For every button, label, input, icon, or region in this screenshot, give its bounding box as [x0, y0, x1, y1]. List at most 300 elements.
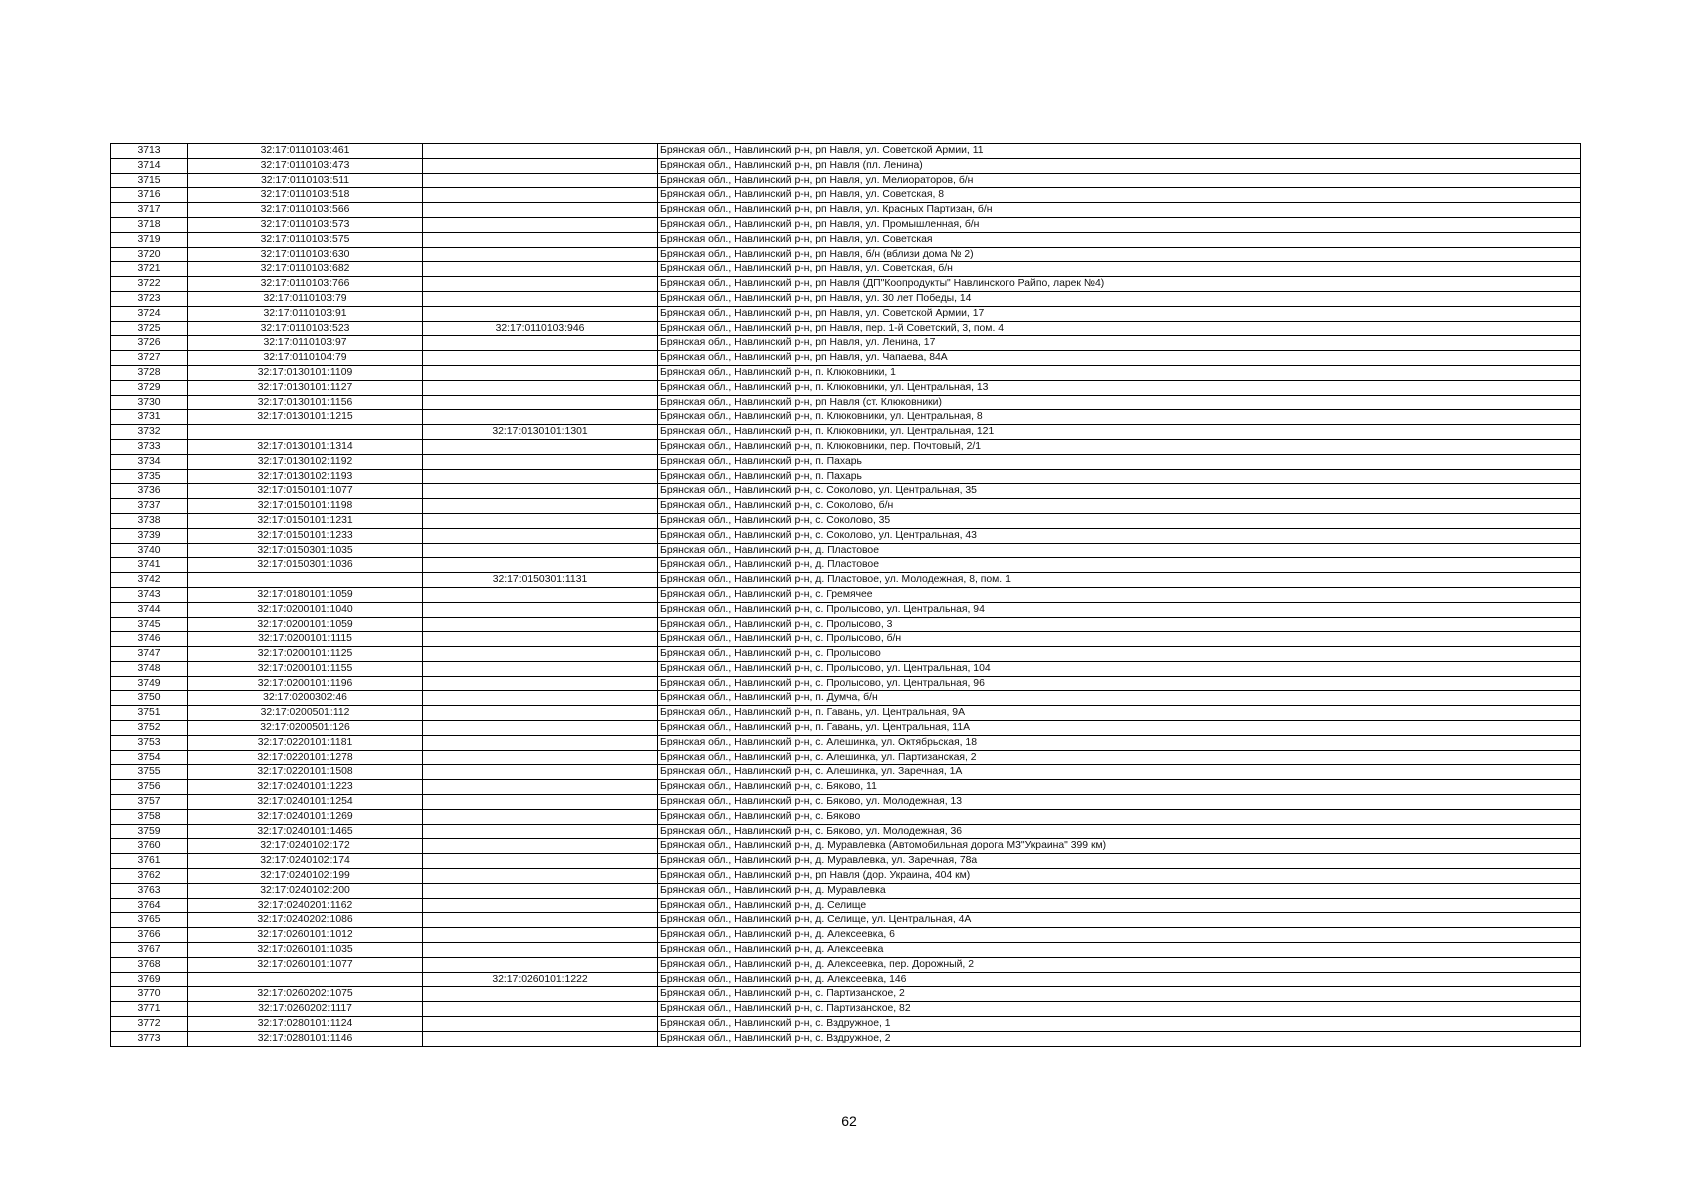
row-number-cell: 3733 — [111, 439, 188, 454]
address-cell: Брянская обл., Навлинский р-н, п. Клюковники, пер. Почтовый, 2/1 — [658, 439, 1581, 454]
row-number-cell: 3742 — [111, 573, 188, 588]
table-row — [111, 1017, 1581, 1032]
table-row — [111, 558, 1581, 573]
table-row — [111, 587, 1581, 602]
address-cell: Брянская обл., Навлинский р-н, д. Муравлевка (Автомобильная дорога М3"Украина" 399 км) — [658, 839, 1581, 854]
table-row — [111, 735, 1581, 750]
secondary-cadastral-number-cell — [423, 410, 658, 425]
cadastral-number-cell: 32:17:0150101:1231 — [188, 513, 423, 528]
property-registry-table — [110, 143, 1581, 1047]
row-number-cell: 3772 — [111, 1017, 188, 1032]
secondary-cadastral-number-cell — [423, 898, 658, 913]
table-row — [111, 809, 1581, 824]
secondary-cadastral-number-cell — [423, 262, 658, 277]
address-cell: Брянская обл., Навлинский р-н, с. Пролысово — [658, 647, 1581, 662]
address-cell: Брянская обл., Навлинский р-н, д. Алексеевка, 146 — [658, 972, 1581, 987]
address-cell: Брянская обл., Навлинский р-н, с. Бяково, 11 — [658, 780, 1581, 795]
table-row — [111, 957, 1581, 972]
address-cell: Брянская обл., Навлинский р-н, п. Гавань, ул. Центральная, 11А — [658, 721, 1581, 736]
secondary-cadastral-number-cell — [423, 351, 658, 366]
table-row — [111, 306, 1581, 321]
row-number-cell: 3741 — [111, 558, 188, 573]
row-number-cell: 3740 — [111, 543, 188, 558]
cadastral-number-cell: 32:17:0200101:1196 — [188, 676, 423, 691]
secondary-cadastral-number-cell — [423, 780, 658, 795]
cadastral-number-cell: 32:17:0110103:682 — [188, 262, 423, 277]
address-cell: Брянская обл., Навлинский р-н, рп Навля (ДП"Коопродукты" Навлинского Райпо, ларек №4) — [658, 277, 1581, 292]
address-cell: Брянская обл., Навлинский р-н, с. Пролысово, ул. Центральная, 104 — [658, 661, 1581, 676]
cadastral-number-cell: 32:17:0130102:1192 — [188, 454, 423, 469]
row-number-cell: 3762 — [111, 869, 188, 884]
row-number-cell: 3754 — [111, 750, 188, 765]
cadastral-number-cell: 32:17:0150101:1233 — [188, 528, 423, 543]
cadastral-number-cell: 32:17:0200101:1040 — [188, 602, 423, 617]
row-number-cell: 3715 — [111, 173, 188, 188]
table-row — [111, 188, 1581, 203]
secondary-cadastral-number-cell — [423, 306, 658, 321]
table-row — [111, 425, 1581, 440]
row-number-cell: 3713 — [111, 144, 188, 159]
row-number-cell: 3727 — [111, 351, 188, 366]
secondary-cadastral-number-cell — [423, 336, 658, 351]
row-number-cell: 3714 — [111, 158, 188, 173]
table-row — [111, 632, 1581, 647]
cadastral-number-cell: 32:17:0240101:1254 — [188, 795, 423, 810]
address-cell: Брянская обл., Навлинский р-н, д. Селище — [658, 898, 1581, 913]
cadastral-number-cell: 32:17:0200101:1059 — [188, 617, 423, 632]
cadastral-number-cell: 32:17:0240201:1162 — [188, 898, 423, 913]
row-number-cell: 3716 — [111, 188, 188, 203]
cadastral-number-cell: 32:17:0240102:199 — [188, 869, 423, 884]
table-row — [111, 913, 1581, 928]
row-number-cell: 3766 — [111, 928, 188, 943]
address-cell: Брянская обл., Навлинский р-н, д. Муравлевка — [658, 883, 1581, 898]
address-cell: Брянская обл., Навлинский р-н, с. Пролысово, б/н — [658, 632, 1581, 647]
address-cell: Брянская обл., Навлинский р-н, с. Вздружное, 2 — [658, 1031, 1581, 1046]
secondary-cadastral-number-cell — [423, 750, 658, 765]
cadastral-number-cell: 32:17:0200302:46 — [188, 691, 423, 706]
cadastral-number-cell: 32:17:0240101:1269 — [188, 809, 423, 824]
table-row — [111, 469, 1581, 484]
table-row — [111, 439, 1581, 454]
row-number-cell: 3746 — [111, 632, 188, 647]
cadastral-number-cell: 32:17:0260202:1117 — [188, 1002, 423, 1017]
cadastral-number-cell: 32:17:0130101:1314 — [188, 439, 423, 454]
address-cell: Брянская обл., Навлинский р-н, с. Соколово, ул. Центральная, 43 — [658, 528, 1581, 543]
row-number-cell: 3726 — [111, 336, 188, 351]
row-number-cell: 3717 — [111, 203, 188, 218]
address-cell: Брянская обл., Навлинский р-н, п. Гавань, ул. Центральная, 9А — [658, 706, 1581, 721]
address-cell: Брянская обл., Навлинский р-н, рп Навля, ул. Советской Армии, 11 — [658, 144, 1581, 159]
row-number-cell: 3734 — [111, 454, 188, 469]
row-number-cell: 3718 — [111, 217, 188, 232]
table-row — [111, 765, 1581, 780]
address-cell: Брянская обл., Навлинский р-н, д. Алексеевка, 6 — [658, 928, 1581, 943]
cadastral-number-cell: 32:17:0260101:1077 — [188, 957, 423, 972]
cadastral-number-cell — [188, 573, 423, 588]
secondary-cadastral-number-cell — [423, 943, 658, 958]
row-number-cell: 3725 — [111, 321, 188, 336]
address-cell: Брянская обл., Навлинский р-н, д. Муравлевка, ул. Заречная, 78а — [658, 854, 1581, 869]
table-row — [111, 277, 1581, 292]
secondary-cadastral-number-cell — [423, 543, 658, 558]
cadastral-number-cell: 32:17:0110103:97 — [188, 336, 423, 351]
row-number-cell: 3738 — [111, 513, 188, 528]
cadastral-number-cell: 32:17:0240101:1465 — [188, 824, 423, 839]
secondary-cadastral-number-cell — [423, 1031, 658, 1046]
cadastral-number-cell: 32:17:0200101:1125 — [188, 647, 423, 662]
address-cell: Брянская обл., Навлинский р-н, п. Клюковники, 1 — [658, 365, 1581, 380]
cadastral-number-cell: 32:17:0260202:1075 — [188, 987, 423, 1002]
secondary-cadastral-number-cell — [423, 913, 658, 928]
table-row — [111, 883, 1581, 898]
row-number-cell: 3757 — [111, 795, 188, 810]
address-cell: Брянская обл., Навлинский р-н, с. Бяково — [658, 809, 1581, 824]
table-row — [111, 839, 1581, 854]
row-number-cell: 3771 — [111, 1002, 188, 1017]
cadastral-number-cell: 32:17:0280101:1124 — [188, 1017, 423, 1032]
cadastral-number-cell: 32:17:0280101:1146 — [188, 1031, 423, 1046]
secondary-cadastral-number-cell — [423, 928, 658, 943]
cadastral-number-cell: 32:17:0110103:79 — [188, 291, 423, 306]
table-row — [111, 232, 1581, 247]
cadastral-number-cell: 32:17:0260101:1035 — [188, 943, 423, 958]
address-cell: Брянская обл., Навлинский р-н, д. Пластовое — [658, 558, 1581, 573]
row-number-cell: 3773 — [111, 1031, 188, 1046]
cadastral-number-cell: 32:17:0240101:1223 — [188, 780, 423, 795]
secondary-cadastral-number-cell — [423, 839, 658, 854]
address-cell: Брянская обл., Навлинский р-н, д. Алексеевка — [658, 943, 1581, 958]
cadastral-number-cell: 32:17:0150301:1035 — [188, 543, 423, 558]
secondary-cadastral-number-cell: 32:17:0130101:1301 — [423, 425, 658, 440]
address-cell: Брянская обл., Навлинский р-н, рп Навля (пл. Ленина) — [658, 158, 1581, 173]
table-row — [111, 854, 1581, 869]
table-row — [111, 144, 1581, 159]
table-row — [111, 617, 1581, 632]
row-number-cell: 3751 — [111, 706, 188, 721]
address-cell: Брянская обл., Навлинский р-н, с. Алешинка, ул. Заречная, 1А — [658, 765, 1581, 780]
row-number-cell: 3756 — [111, 780, 188, 795]
row-number-cell: 3732 — [111, 425, 188, 440]
secondary-cadastral-number-cell — [423, 469, 658, 484]
secondary-cadastral-number-cell — [423, 380, 658, 395]
cadastral-number-cell: 32:17:0110103:566 — [188, 203, 423, 218]
table-row — [111, 972, 1581, 987]
secondary-cadastral-number-cell — [423, 617, 658, 632]
secondary-cadastral-number-cell — [423, 869, 658, 884]
row-number-cell: 3721 — [111, 262, 188, 277]
row-number-cell: 3760 — [111, 839, 188, 854]
address-cell: Брянская обл., Навлинский р-н, с. Бяково, ул. Молодежная, 13 — [658, 795, 1581, 810]
row-number-cell: 3744 — [111, 602, 188, 617]
address-cell: Брянская обл., Навлинский р-н, д. Селище, ул. Центральная, 4А — [658, 913, 1581, 928]
table-row — [111, 203, 1581, 218]
address-cell: Брянская обл., Навлинский р-н, д. Пластовое, ул. Молодежная, 8, пом. 1 — [658, 573, 1581, 588]
page-number: 62 — [841, 1113, 857, 1129]
cadastral-number-cell: 32:17:0200501:112 — [188, 706, 423, 721]
address-cell: Брянская обл., Навлинский р-н, с. Соколово, 35 — [658, 513, 1581, 528]
secondary-cadastral-number-cell — [423, 987, 658, 1002]
table-row — [111, 780, 1581, 795]
secondary-cadastral-number-cell — [423, 883, 658, 898]
cadastral-number-cell: 32:17:0200101:1155 — [188, 661, 423, 676]
cadastral-number-cell: 32:17:0240102:200 — [188, 883, 423, 898]
secondary-cadastral-number-cell — [423, 528, 658, 543]
row-number-cell: 3722 — [111, 277, 188, 292]
address-cell: Брянская обл., Навлинский р-н, с. Соколово, ул. Центральная, 35 — [658, 484, 1581, 499]
address-cell: Брянская обл., Навлинский р-н, рп Навля, ул. 30 лет Победы, 14 — [658, 291, 1581, 306]
row-number-cell: 3747 — [111, 647, 188, 662]
table-row — [111, 543, 1581, 558]
row-number-cell: 3753 — [111, 735, 188, 750]
table-row — [111, 365, 1581, 380]
row-number-cell: 3749 — [111, 676, 188, 691]
table-row — [111, 691, 1581, 706]
row-number-cell: 3723 — [111, 291, 188, 306]
cadastral-number-cell: 32:17:0260101:1012 — [188, 928, 423, 943]
cadastral-number-cell: 32:17:0220101:1278 — [188, 750, 423, 765]
secondary-cadastral-number-cell — [423, 188, 658, 203]
cadastral-number-cell — [188, 425, 423, 440]
secondary-cadastral-number-cell — [423, 247, 658, 262]
secondary-cadastral-number-cell — [423, 765, 658, 780]
table-row — [111, 158, 1581, 173]
address-cell: Брянская обл., Навлинский р-н, с. Алешинка, ул. Партизанская, 2 — [658, 750, 1581, 765]
cadastral-number-cell: 32:17:0110103:630 — [188, 247, 423, 262]
secondary-cadastral-number-cell — [423, 706, 658, 721]
cadastral-number-cell: 32:17:0240202:1086 — [188, 913, 423, 928]
table-row — [111, 528, 1581, 543]
row-number-cell: 3755 — [111, 765, 188, 780]
cadastral-number-cell: 32:17:0150101:1077 — [188, 484, 423, 499]
row-number-cell: 3752 — [111, 721, 188, 736]
address-cell: Брянская обл., Навлинский р-н, рп Навля, ул. Советская, 8 — [658, 188, 1581, 203]
table-row — [111, 262, 1581, 277]
address-cell: Брянская обл., Навлинский р-н, с. Алешинка, ул. Октябрьская, 18 — [658, 735, 1581, 750]
table-row — [111, 454, 1581, 469]
table-row — [111, 395, 1581, 410]
row-number-cell: 3765 — [111, 913, 188, 928]
address-cell: Брянская обл., Навлинский р-н, с. Партизанское, 82 — [658, 1002, 1581, 1017]
table-row — [111, 380, 1581, 395]
row-number-cell: 3743 — [111, 587, 188, 602]
secondary-cadastral-number-cell — [423, 203, 658, 218]
row-number-cell: 3770 — [111, 987, 188, 1002]
address-cell: Брянская обл., Навлинский р-н, рп Навля, ул. Красных Партизан, б/н — [658, 203, 1581, 218]
address-cell: Брянская обл., Навлинский р-н, с. Соколово, б/н — [658, 499, 1581, 514]
secondary-cadastral-number-cell — [423, 661, 658, 676]
secondary-cadastral-number-cell — [423, 499, 658, 514]
table-row — [111, 410, 1581, 425]
address-cell: Брянская обл., Навлинский р-н, с. Гремячее — [658, 587, 1581, 602]
address-cell: Брянская обл., Навлинский р-н, п. Клюковники, ул. Центральная, 121 — [658, 425, 1581, 440]
secondary-cadastral-number-cell — [423, 602, 658, 617]
cadastral-number-cell: 32:17:0180101:1059 — [188, 587, 423, 602]
cadastral-number-cell: 32:17:0110103:575 — [188, 232, 423, 247]
address-cell: Брянская обл., Навлинский р-н, рп Навля (ст. Клюковники) — [658, 395, 1581, 410]
cadastral-number-cell: 32:17:0110103:573 — [188, 217, 423, 232]
table-row — [111, 484, 1581, 499]
cadastral-number-cell: 32:17:0110103:511 — [188, 173, 423, 188]
secondary-cadastral-number-cell — [423, 809, 658, 824]
address-cell: Брянская обл., Навлинский р-н, рп Навля, ул. Советская — [658, 232, 1581, 247]
address-cell: Брянская обл., Навлинский р-н, п. Пахарь — [658, 454, 1581, 469]
table-row — [111, 824, 1581, 839]
table-row — [111, 351, 1581, 366]
cadastral-number-cell: 32:17:0110103:91 — [188, 306, 423, 321]
cadastral-number-cell: 32:17:0110103:473 — [188, 158, 423, 173]
secondary-cadastral-number-cell — [423, 1017, 658, 1032]
table-row — [111, 943, 1581, 958]
table-row — [111, 321, 1581, 336]
table-row — [111, 661, 1581, 676]
cadastral-number-cell: 32:17:0130101:1127 — [188, 380, 423, 395]
secondary-cadastral-number-cell — [423, 824, 658, 839]
cadastral-number-cell: 32:17:0110103:461 — [188, 144, 423, 159]
row-number-cell: 3748 — [111, 661, 188, 676]
address-cell: Брянская обл., Навлинский р-н, с. Пролысово, 3 — [658, 617, 1581, 632]
table-row — [111, 217, 1581, 232]
secondary-cadastral-number-cell — [423, 158, 658, 173]
address-cell: Брянская обл., Навлинский р-н, с. Вздружное, 1 — [658, 1017, 1581, 1032]
cadastral-number-cell — [188, 972, 423, 987]
secondary-cadastral-number-cell — [423, 513, 658, 528]
secondary-cadastral-number-cell — [423, 144, 658, 159]
address-cell: Брянская обл., Навлинский р-н, рп Навля, ул. Советской Армии, 17 — [658, 306, 1581, 321]
address-cell: Брянская обл., Навлинский р-н, рп Навля, ул. Мелиораторов, б/н — [658, 173, 1581, 188]
table-row — [111, 247, 1581, 262]
secondary-cadastral-number-cell: 32:17:0150301:1131 — [423, 573, 658, 588]
secondary-cadastral-number-cell — [423, 957, 658, 972]
secondary-cadastral-number-cell — [423, 676, 658, 691]
row-number-cell: 3736 — [111, 484, 188, 499]
table-row — [111, 928, 1581, 943]
secondary-cadastral-number-cell — [423, 558, 658, 573]
address-cell: Брянская обл., Навлинский р-н, п. Клюковники, ул. Центральная, 8 — [658, 410, 1581, 425]
secondary-cadastral-number-cell — [423, 232, 658, 247]
cadastral-number-cell: 32:17:0130101:1109 — [188, 365, 423, 380]
row-number-cell: 3735 — [111, 469, 188, 484]
row-number-cell: 3769 — [111, 972, 188, 987]
secondary-cadastral-number-cell — [423, 173, 658, 188]
address-cell: Брянская обл., Навлинский р-н, д. Алексеевка, пер. Дорожный, 2 — [658, 957, 1581, 972]
secondary-cadastral-number-cell — [423, 735, 658, 750]
secondary-cadastral-number-cell — [423, 691, 658, 706]
secondary-cadastral-number-cell — [423, 721, 658, 736]
cadastral-number-cell: 32:17:0110103:766 — [188, 277, 423, 292]
cadastral-number-cell: 32:17:0150301:1036 — [188, 558, 423, 573]
address-cell: Брянская обл., Навлинский р-н, п. Пахарь — [658, 469, 1581, 484]
address-cell: Брянская обл., Навлинский р-н, с. Пролысово, ул. Центральная, 96 — [658, 676, 1581, 691]
secondary-cadastral-number-cell — [423, 395, 658, 410]
table-row — [111, 676, 1581, 691]
secondary-cadastral-number-cell: 32:17:0110103:946 — [423, 321, 658, 336]
cadastral-number-cell: 32:17:0240102:172 — [188, 839, 423, 854]
row-number-cell: 3761 — [111, 854, 188, 869]
registry-table-body — [111, 144, 1581, 1047]
row-number-cell: 3719 — [111, 232, 188, 247]
table-row — [111, 706, 1581, 721]
table-row — [111, 987, 1581, 1002]
row-number-cell: 3737 — [111, 499, 188, 514]
address-cell: Брянская обл., Навлинский р-н, д. Пластовое — [658, 543, 1581, 558]
address-cell: Брянская обл., Навлинский р-н, с. Бяково, ул. Молодежная, 36 — [658, 824, 1581, 839]
secondary-cadastral-number-cell — [423, 1002, 658, 1017]
address-cell: Брянская обл., Навлинский р-н, п. Думча, б/н — [658, 691, 1581, 706]
row-number-cell: 3728 — [111, 365, 188, 380]
cadastral-number-cell: 32:17:0200101:1115 — [188, 632, 423, 647]
row-number-cell: 3764 — [111, 898, 188, 913]
secondary-cadastral-number-cell — [423, 587, 658, 602]
table-row — [111, 602, 1581, 617]
table-row — [111, 898, 1581, 913]
table-row — [111, 1031, 1581, 1046]
row-number-cell: 3729 — [111, 380, 188, 395]
cadastral-number-cell: 32:17:0110103:523 — [188, 321, 423, 336]
cadastral-number-cell: 32:17:0130101:1215 — [188, 410, 423, 425]
secondary-cadastral-number-cell — [423, 632, 658, 647]
secondary-cadastral-number-cell — [423, 454, 658, 469]
address-cell: Брянская обл., Навлинский р-н, рп Навля, ул. Чапаева, 84А — [658, 351, 1581, 366]
table-row — [111, 499, 1581, 514]
row-number-cell: 3763 — [111, 883, 188, 898]
row-number-cell: 3724 — [111, 306, 188, 321]
table-row — [111, 721, 1581, 736]
table-row — [111, 795, 1581, 810]
secondary-cadastral-number-cell — [423, 291, 658, 306]
row-number-cell: 3720 — [111, 247, 188, 262]
table-row — [111, 291, 1581, 306]
cadastral-number-cell: 32:17:0220101:1181 — [188, 735, 423, 750]
table-row — [111, 1002, 1581, 1017]
table-row — [111, 869, 1581, 884]
address-cell: Брянская обл., Навлинский р-н, рп Навля (дор. Украина, 404 км) — [658, 869, 1581, 884]
address-cell: Брянская обл., Навлинский р-н, рп Навля, ул. Советская, б/н — [658, 262, 1581, 277]
cadastral-number-cell: 32:17:0110104:79 — [188, 351, 423, 366]
secondary-cadastral-number-cell — [423, 854, 658, 869]
row-number-cell: 3739 — [111, 528, 188, 543]
row-number-cell: 3768 — [111, 957, 188, 972]
cadastral-number-cell: 32:17:0130101:1156 — [188, 395, 423, 410]
cadastral-number-cell: 32:17:0130102:1193 — [188, 469, 423, 484]
address-cell: Брянская обл., Навлинский р-н, с. Пролысово, ул. Центральная, 94 — [658, 602, 1581, 617]
address-cell: Брянская обл., Навлинский р-н, рп Навля, ул. Промышленная, б/н — [658, 217, 1581, 232]
cadastral-number-cell: 32:17:0150101:1198 — [188, 499, 423, 514]
table-row — [111, 573, 1581, 588]
cadastral-number-cell: 32:17:0110103:518 — [188, 188, 423, 203]
secondary-cadastral-number-cell — [423, 217, 658, 232]
table-row — [111, 513, 1581, 528]
secondary-cadastral-number-cell — [423, 484, 658, 499]
table-row — [111, 750, 1581, 765]
row-number-cell: 3758 — [111, 809, 188, 824]
secondary-cadastral-number-cell — [423, 277, 658, 292]
table-row — [111, 336, 1581, 351]
address-cell: Брянская обл., Навлинский р-н, рп Навля, пер. 1-й Советский, 3, пом. 4 — [658, 321, 1581, 336]
address-cell: Брянская обл., Навлинский р-н, рп Навля, б/н (вблизи дома № 2) — [658, 247, 1581, 262]
secondary-cadastral-number-cell — [423, 439, 658, 454]
secondary-cadastral-number-cell — [423, 365, 658, 380]
cadastral-number-cell: 32:17:0220101:1508 — [188, 765, 423, 780]
address-cell: Брянская обл., Навлинский р-н, п. Клюковники, ул. Центральная, 13 — [658, 380, 1581, 395]
row-number-cell: 3731 — [111, 410, 188, 425]
table-row — [111, 647, 1581, 662]
address-cell: Брянская обл., Навлинский р-н, с. Партизанское, 2 — [658, 987, 1581, 1002]
secondary-cadastral-number-cell — [423, 795, 658, 810]
cadastral-number-cell: 32:17:0200501:126 — [188, 721, 423, 736]
row-number-cell: 3759 — [111, 824, 188, 839]
table-row — [111, 173, 1581, 188]
